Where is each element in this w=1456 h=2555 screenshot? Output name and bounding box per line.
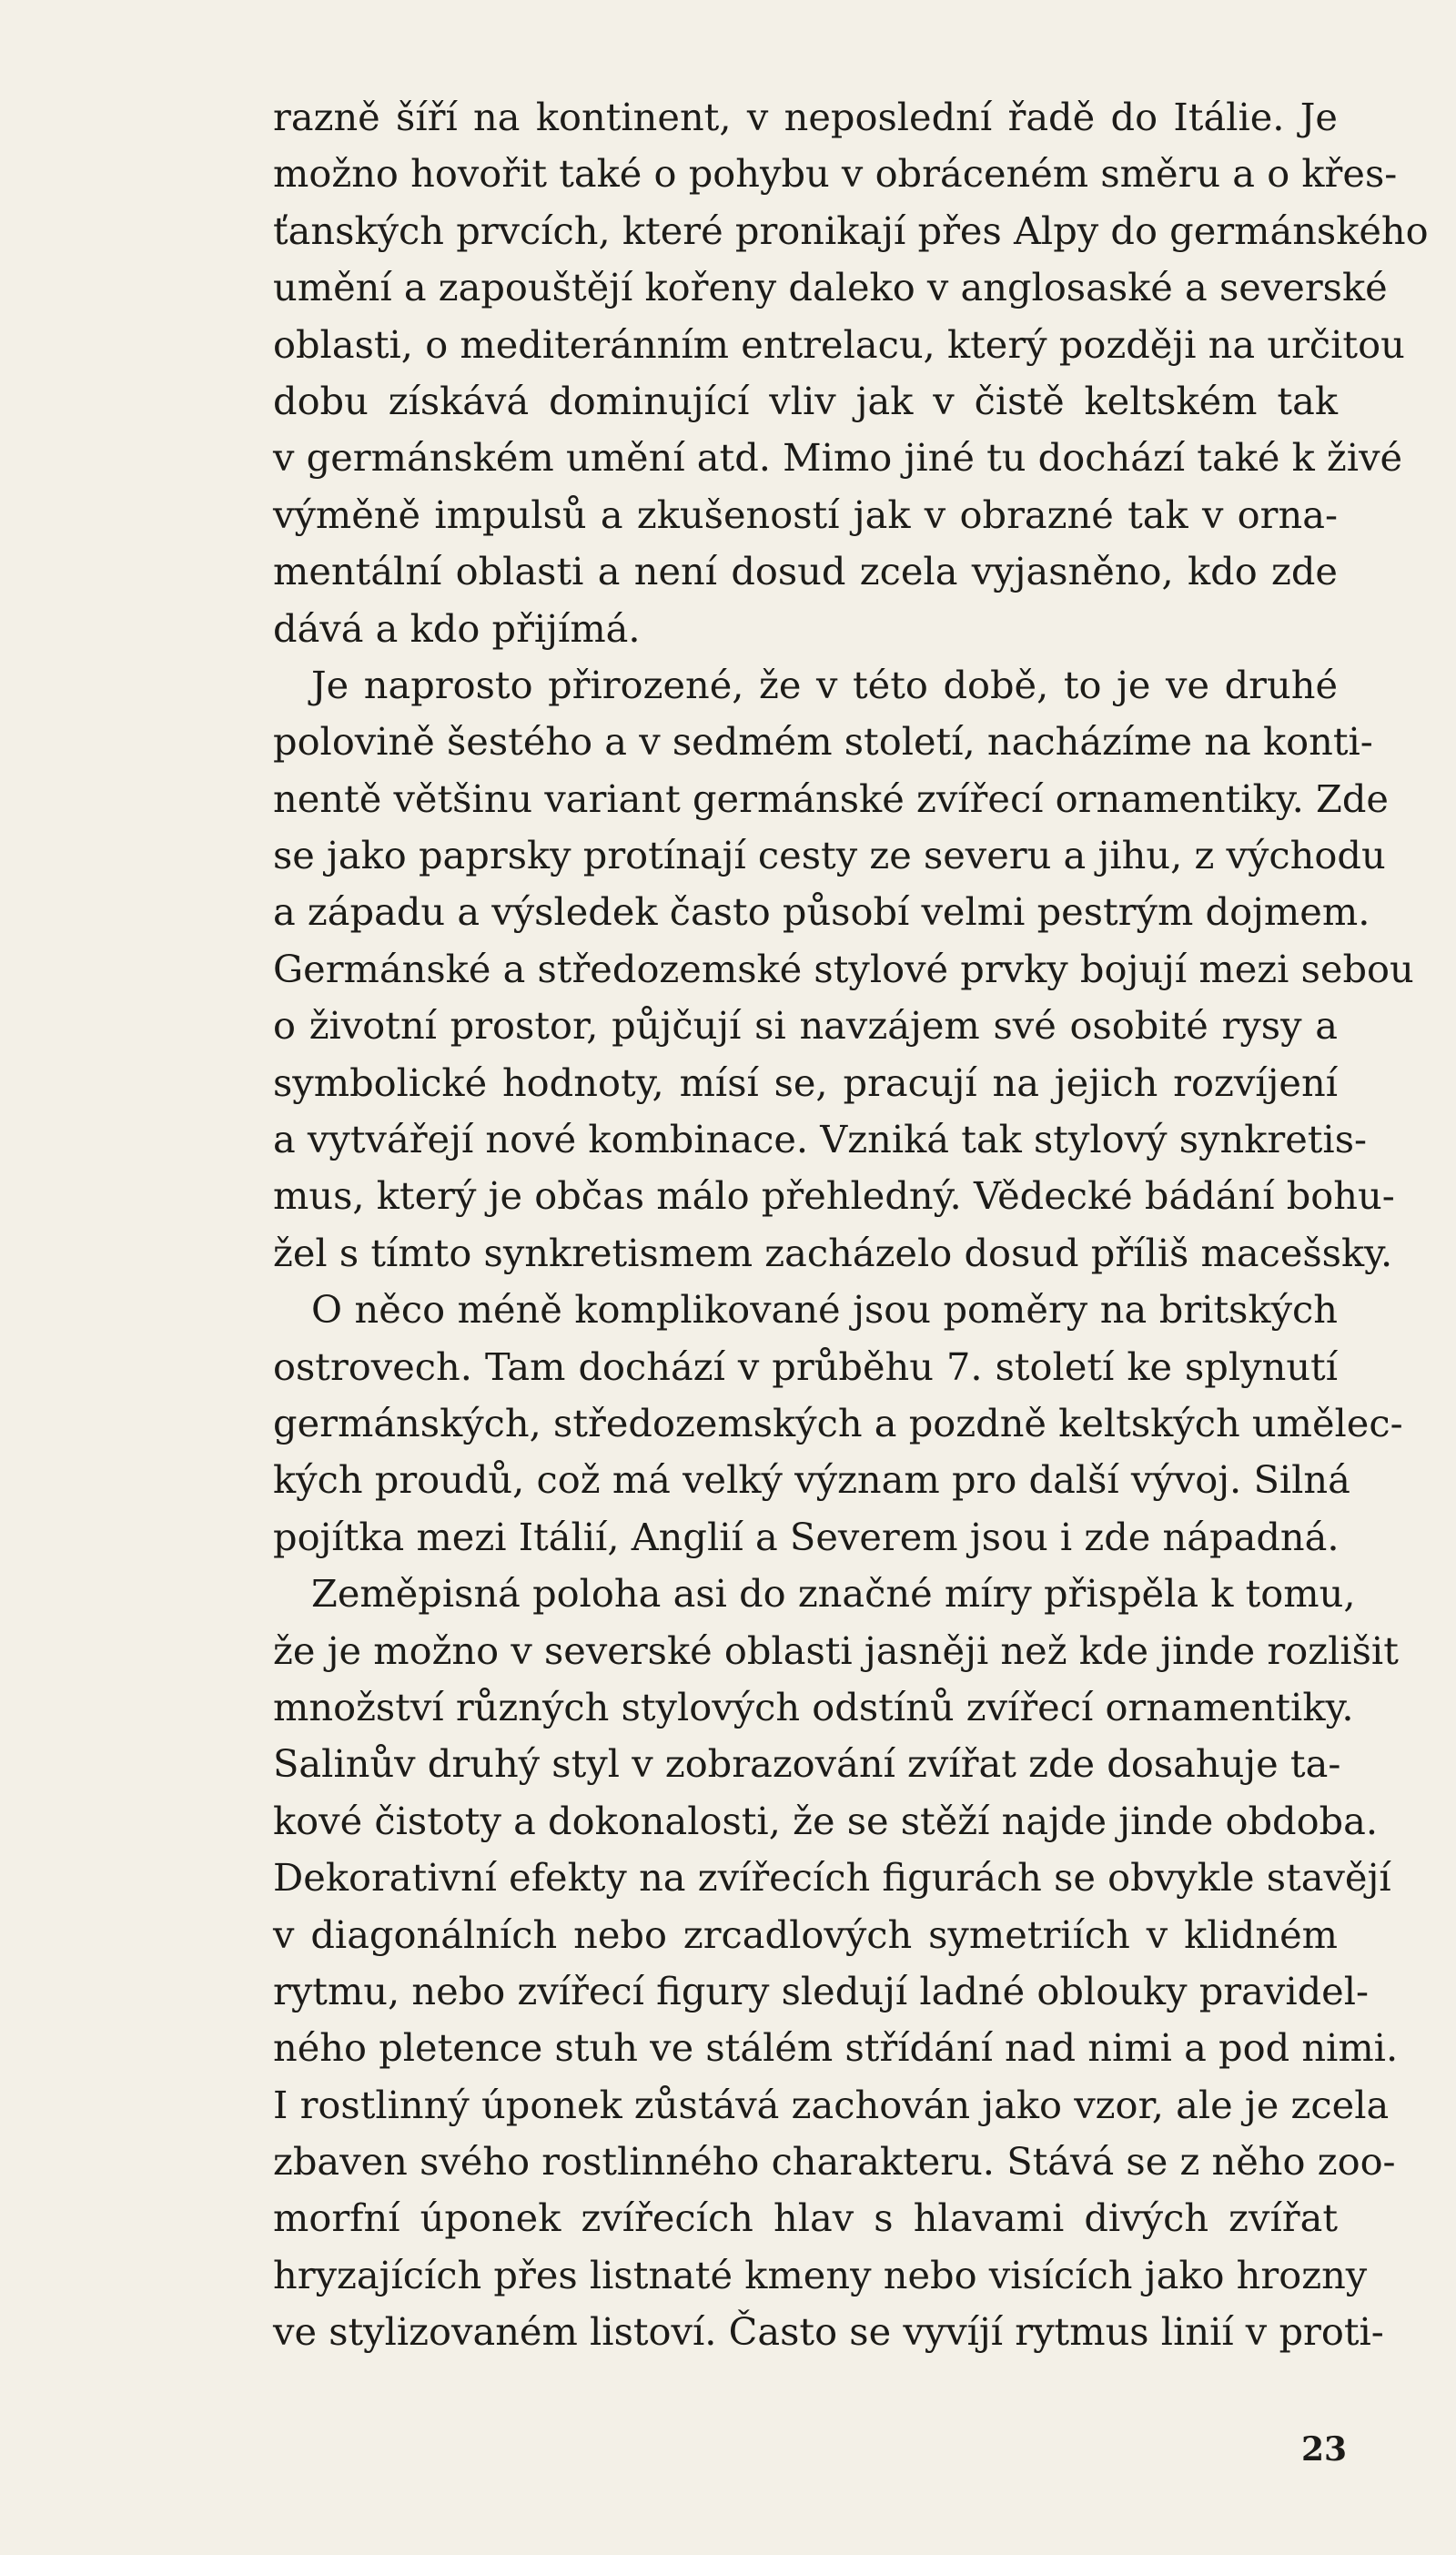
text-line: rytmu, nebo zvířecí figury sledují ladné oblouky pravidel- xyxy=(273,1968,1370,2013)
text-line: v diagonálních nebo zrcadlových symetriích v klidném xyxy=(273,1911,1338,1957)
text-line: hryzajících přes listnaté kmeny nebo visících jako hrozny xyxy=(273,2252,1368,2297)
text-line: o životní prostor, půjčují si navzájem své osobité rysy a xyxy=(273,1003,1338,1049)
body-text xyxy=(273,89,1429,2361)
text-line: v germánském umění atd. Mimo jiné tu dochází také k živé xyxy=(273,435,1403,481)
text-line: ve stylizovaném listoví. Často se vyvíjí rytmus linií v proti- xyxy=(273,2309,1384,2355)
text-line: oblasti, o mediteránním entrelacu, který později na určitou xyxy=(273,321,1405,367)
text-line: nentě většinu variant germánské zvířecí ornamentiky. Zde xyxy=(273,776,1389,821)
text-line: se jako paprsky protínají cesty ze severu a jihu, z východu xyxy=(273,833,1386,878)
text-line: možno hovořit také o pohybu v obráceném směru a o křes- xyxy=(273,151,1398,197)
text-line: Germánské a středozemské stylové prvky bojují mezi sebou xyxy=(273,946,1414,991)
text-line: ostrovech. Tam dochází v průběhu 7. století ke splynutí xyxy=(273,1343,1338,1389)
text-line: germánských, středozemských a pozdně keltských umělec- xyxy=(273,1400,1403,1445)
text-line: že je možno v severské oblasti jasněji než kde jinde rozlišit xyxy=(273,1627,1399,1673)
text-line: pojítka mezi Itálií, Anglií a Severem jsou i zde nápadná. xyxy=(273,1514,1340,1559)
text-line: dobu získává dominující vliv jak v čistě keltském tak xyxy=(273,378,1338,423)
text-line: ného pletence stuh ve stálém střídání nad nimi a pod nimi. xyxy=(273,2025,1399,2071)
text-line: výměně impulsů a zkušeností jak v obrazné tak v orna- xyxy=(273,492,1338,537)
text-line: Zeměpisná poloha asi do značné míry přispěla k tomu, xyxy=(311,1571,1356,1617)
text-line: morfní úponek zvířecích hlav s hlavami divých zvířat xyxy=(273,2195,1338,2241)
text-line: O něco méně komplikované jsou poměry na britských xyxy=(311,1287,1338,1333)
text-line: mentální oblasti a není dosud zcela vyjasněno, kdo zde xyxy=(273,549,1338,594)
text-line: Salinův druhý styl v zobrazování zvířat zde dosahuje ta- xyxy=(273,1741,1341,1787)
text-line: mus, který je občas málo přehledný. Vědecké bádání bohu- xyxy=(273,1173,1395,1219)
text-line: ťanských prvcích, které pronikají přes Alpy do germánského xyxy=(273,208,1429,253)
text-line: dává a kdo přijímá. xyxy=(273,605,641,651)
text-line: žel s tímto synkretismem zacházelo dosud příliš macešsky. xyxy=(273,1230,1393,1275)
page-number: 23 xyxy=(1301,2430,1348,2469)
text-line: kých proudů, což má velký význam pro další vývoj. Silná xyxy=(273,1457,1350,1503)
text-line: razně šíří na kontinent, v neposlední řadě do Itálie. Je xyxy=(273,95,1338,139)
text-line: umění a zapouštějí kořeny daleko v anglosaské a severské xyxy=(273,265,1388,310)
text-line: množství různých stylových odstínů zvířecí ornamentiky. xyxy=(273,1684,1354,1729)
text-line: polovině šestého a v sedmém století, nacházíme na konti- xyxy=(273,719,1373,765)
text-line: Je naprosto přirozené, že v této době, to je ve druhé xyxy=(311,662,1338,707)
text-line: Dekorativní efekty na zvířecích figurách se obvykle stavějí xyxy=(273,1855,1391,1901)
text-line: zbaven svého rostlinného charakteru. Stává se z něho zoo- xyxy=(273,2139,1396,2185)
text-line: I rostlinný úponek zůstává zachován jako vzor, ale je zcela xyxy=(273,2082,1390,2127)
text-line: a vytvářejí nové kombinace. Vzniká tak stylový synkretis- xyxy=(273,1117,1368,1162)
text-line: a západu a výsledek často působí velmi pestrým dojmem. xyxy=(273,889,1370,935)
text-line: kové čistoty a dokonalosti, že se stěží najde jinde obdoba. xyxy=(273,1798,1379,1843)
text-line: symbolické hodnoty, mísí se, pracují na jejich rozvíjení xyxy=(273,1060,1338,1105)
